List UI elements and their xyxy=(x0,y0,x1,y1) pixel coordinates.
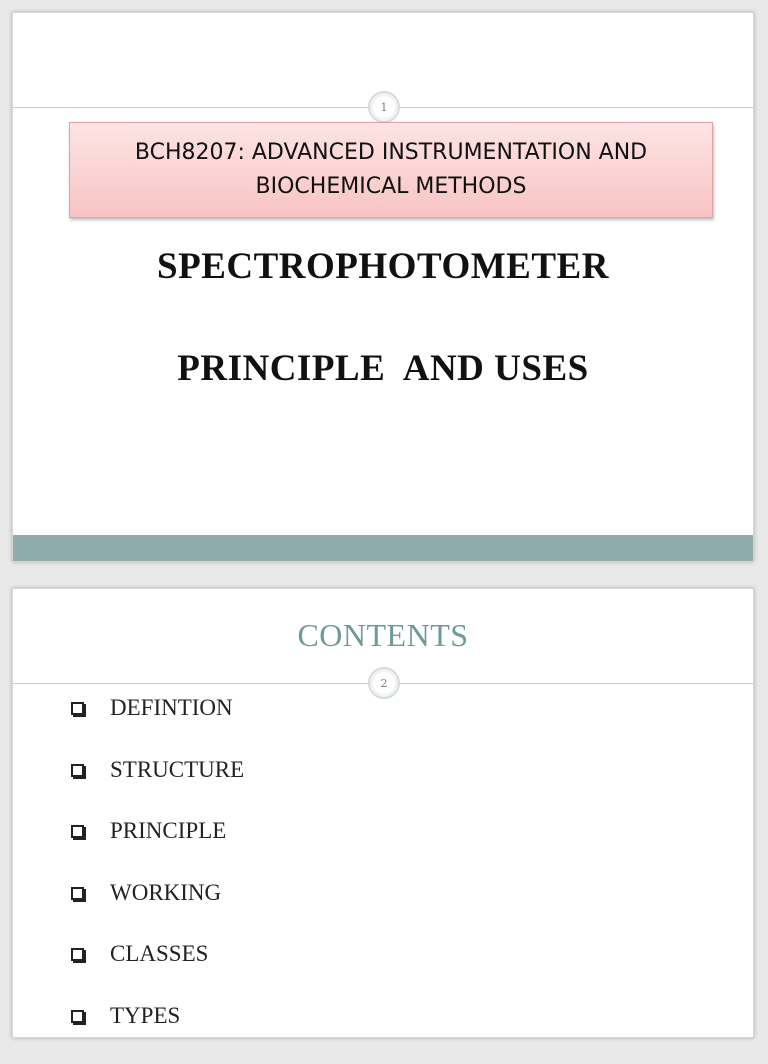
checkbox-square-icon xyxy=(71,825,84,838)
list-item-label: DEFINTION xyxy=(110,695,233,721)
checkbox-square-icon xyxy=(71,887,84,900)
list-item-label: PRINCIPLE xyxy=(110,818,226,844)
slide-subtitle: PRINCIPLE AND USES xyxy=(13,347,753,390)
list-item xyxy=(71,695,244,757)
checkbox-square-icon xyxy=(71,702,84,715)
slide-2 xyxy=(12,588,754,1038)
list-item xyxy=(71,818,244,880)
checkbox-square-icon xyxy=(71,948,84,961)
list-item-label: TYPES xyxy=(110,1003,180,1029)
slide-number-badge: 1 xyxy=(368,91,400,123)
footer-bar xyxy=(13,535,753,561)
list-item-label: CLASSES xyxy=(110,941,208,967)
contents-heading: CONTENTS xyxy=(13,617,753,654)
list-item xyxy=(71,880,244,942)
list-item xyxy=(71,941,244,1003)
contents-list xyxy=(71,695,244,1064)
slide-1 xyxy=(12,12,754,562)
course-title-box xyxy=(69,122,713,218)
list-item-label: STRUCTURE xyxy=(110,757,244,783)
list-item xyxy=(71,1003,244,1064)
course-title: BCH8207: ADVANCED INSTRUMENTATION AND BIOCHEMICAL METHODS xyxy=(90,136,692,204)
list-item xyxy=(71,757,244,819)
slide-title: SPECTROPHOTOMETER xyxy=(13,245,753,288)
checkbox-square-icon xyxy=(71,764,84,777)
slide-number-badge: 2 xyxy=(368,667,400,699)
checkbox-square-icon xyxy=(71,1010,84,1023)
list-item-label: WORKING xyxy=(110,880,221,906)
